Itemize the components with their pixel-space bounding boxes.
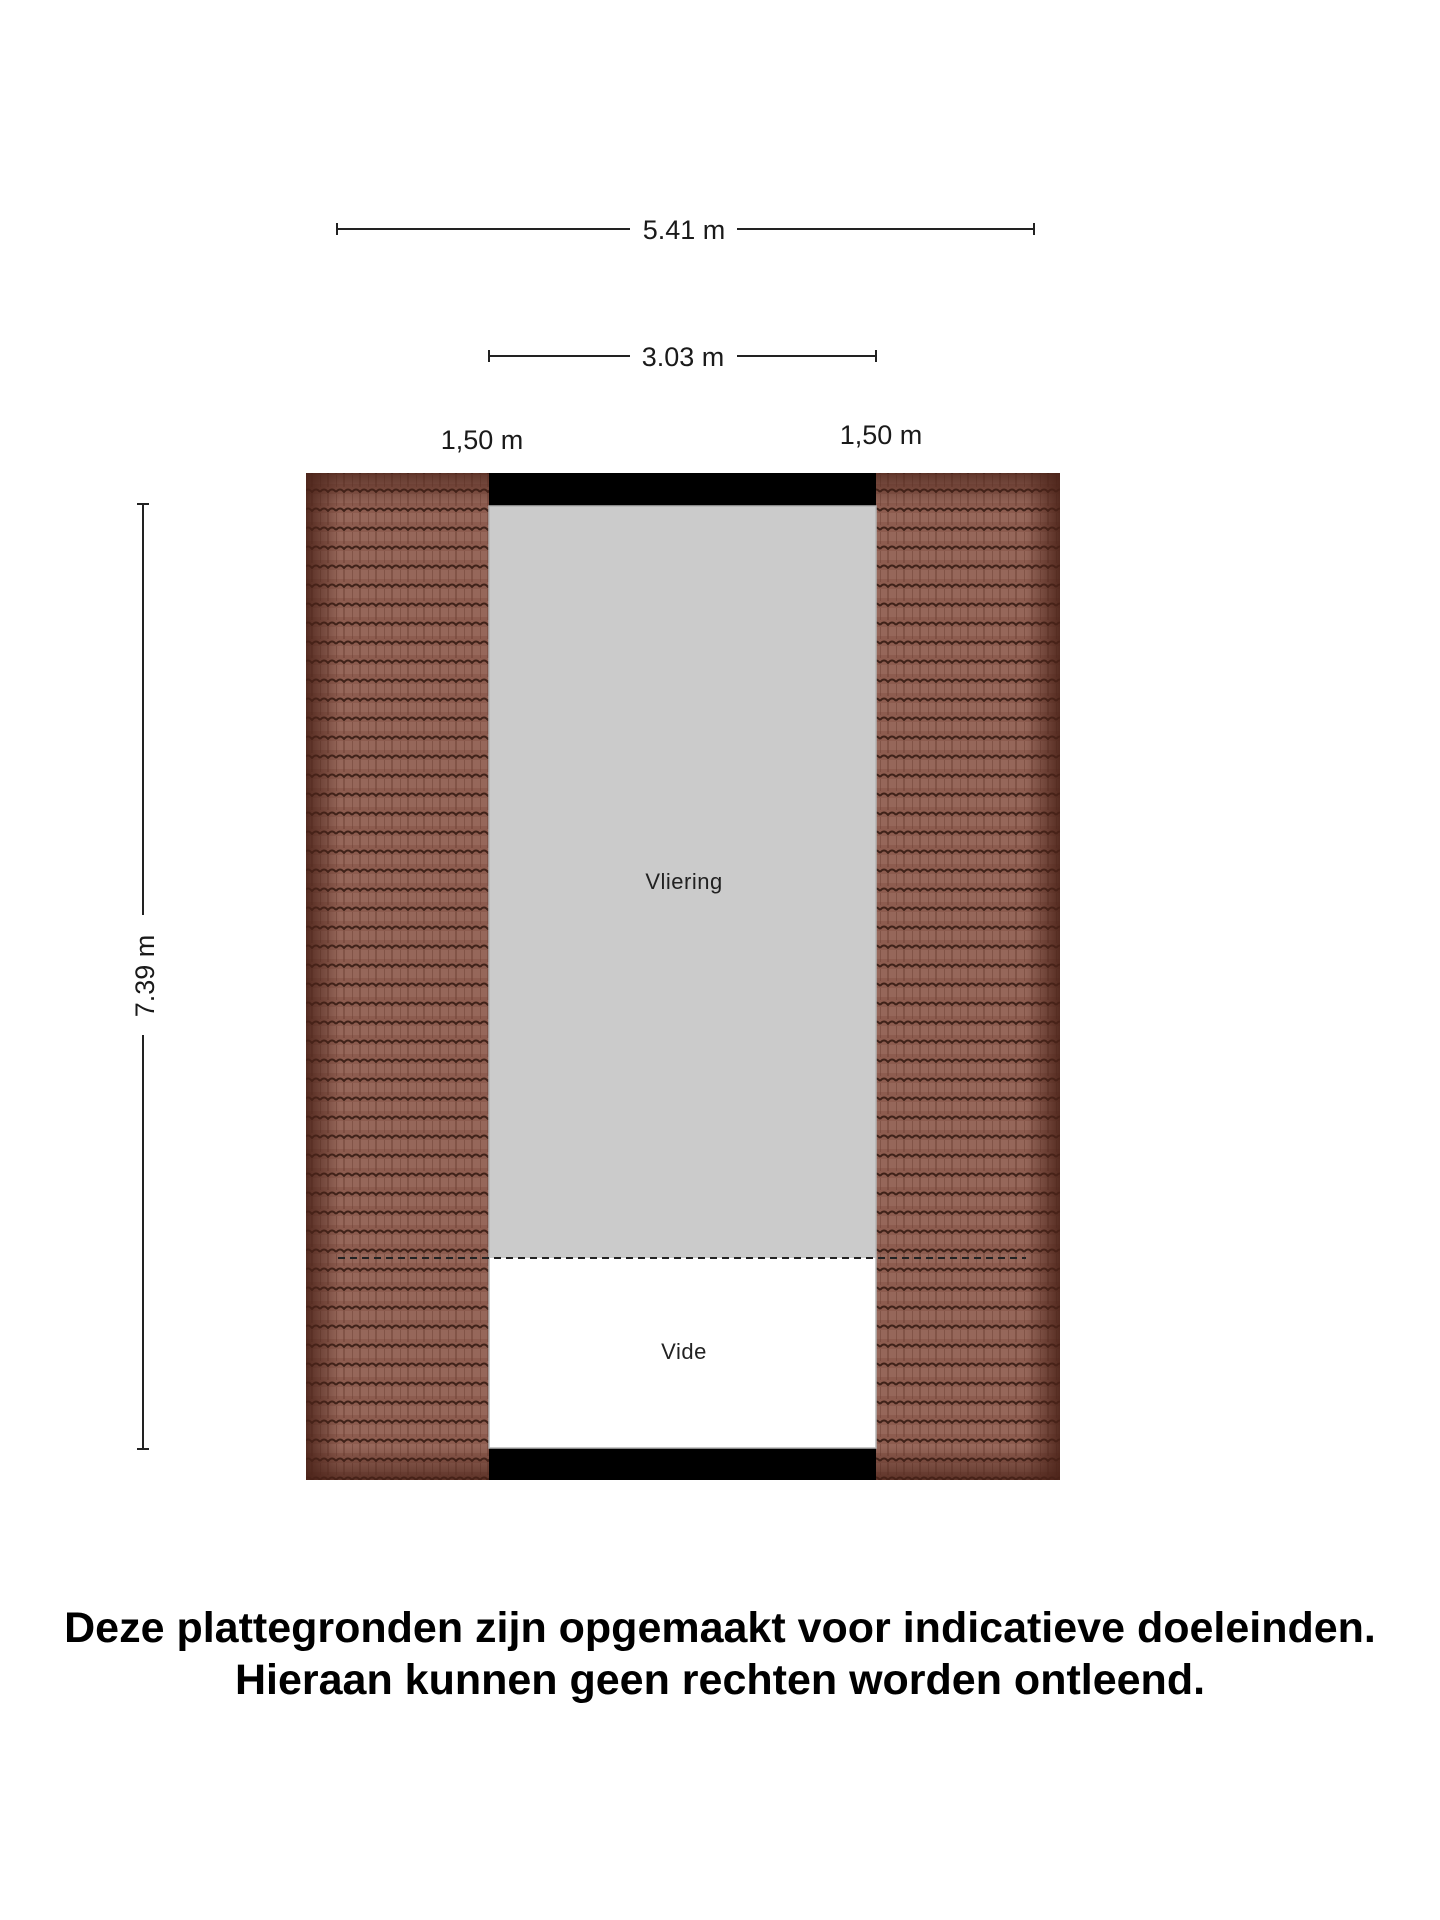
right-slope-label: 1,50 m xyxy=(839,420,923,450)
wall-bottom xyxy=(489,1448,876,1480)
inner-width-label: 3.03 m xyxy=(641,342,725,372)
dimension-depth xyxy=(130,504,160,1449)
disclaimer-line-1: Deze plattegronden zijn opgemaakt voor indicatieve doeleinden. xyxy=(64,1604,1376,1652)
roof-slope-right xyxy=(876,473,1060,1480)
depth-label: 7.39 m xyxy=(130,934,160,1018)
roof-slope-left xyxy=(306,473,489,1480)
disclaimer xyxy=(0,1602,1440,1706)
void-label: Vide xyxy=(661,1339,707,1364)
left-slope-label: 1,50 m xyxy=(440,425,524,455)
total-width-label: 5.41 m xyxy=(642,215,726,245)
wall-top xyxy=(489,473,876,506)
dimension-total-width xyxy=(337,215,1034,245)
dimension-inner-width xyxy=(489,342,876,372)
disclaimer-line-2: Hieraan kunnen geen rechten worden ontleend. xyxy=(234,1656,1206,1704)
attic-label: Vliering xyxy=(645,869,723,894)
